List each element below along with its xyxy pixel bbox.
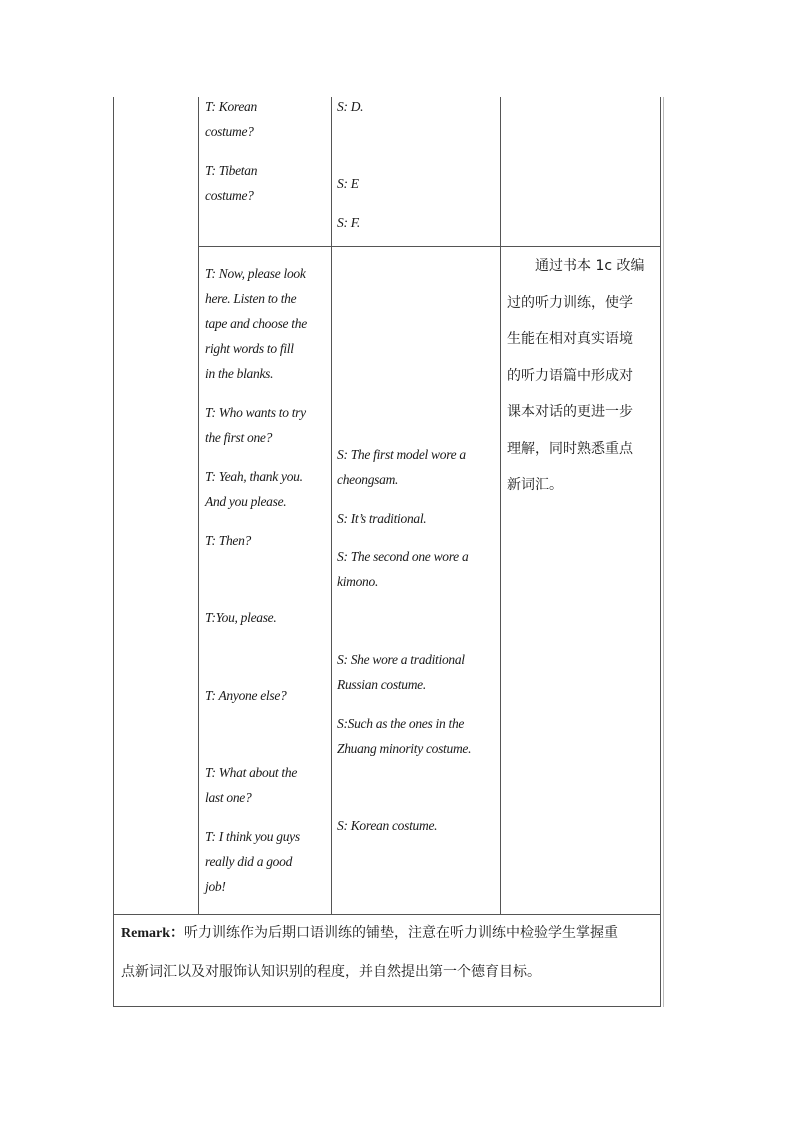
- teacher-line: T: I think you guys really did a good job!: [205, 829, 300, 894]
- column-divider-2: [331, 97, 332, 915]
- table-right-border-shadow: [663, 97, 664, 1007]
- column-divider-3: [500, 97, 501, 915]
- student-line: S: She wore a traditional Russian costume.: [337, 652, 465, 692]
- student-line: S: Korean costume.: [337, 818, 438, 833]
- student-line: S: D.: [337, 99, 364, 114]
- teacher-line: T: What about the last one?: [205, 765, 298, 805]
- teacher-line: T: Now, please look here. Listen to the tape and choose the right words to fill in the blanks.: [205, 266, 307, 381]
- table-right-border: [660, 97, 661, 1007]
- remark-text: 听力训练作为后期口语训练的铺垫，注意在听力训练中检验学生掌握重 点新词汇以及对服饰认知识别的程度，并自然提出第一个德育目标。: [121, 925, 618, 980]
- remark-section: [121, 914, 661, 991]
- teacher-line: T: Korean costume?: [205, 99, 257, 139]
- student-line: S: It’s traditional.: [337, 511, 427, 526]
- column-divider-1: [198, 97, 199, 915]
- table-left-border: [113, 97, 114, 1007]
- student-line: S: The first model wore a cheongsam.: [337, 447, 466, 487]
- design-purpose-text: 通过书本 1c 改编 过的听力训练，使学 生能在相对真实语境 的听力语篇中形成对 课本对话的更进一步 理解，同时熟悉重点 新词汇。: [507, 258, 645, 493]
- student-line: S: E: [337, 176, 359, 191]
- remark-label: Remark：: [121, 926, 184, 941]
- row-divider-1: [198, 246, 661, 247]
- teacher-line: T:You, please.: [205, 610, 277, 625]
- teacher-line: T: Yeah, thank you. And you please.: [205, 469, 303, 509]
- table-bottom-border: [113, 1006, 661, 1007]
- teacher-line: T: Tibetan costume?: [205, 163, 258, 203]
- student-line: S: F.: [337, 215, 361, 230]
- student-line: S:Such as the ones in the Zhuang minority costume.: [337, 716, 472, 756]
- teacher-line: T: Who wants to try the first one?: [205, 405, 306, 445]
- teacher-line: T: Anyone else?: [205, 688, 287, 703]
- teacher-line: T: Then?: [205, 533, 251, 548]
- student-line: S: The second one wore a kimono.: [337, 549, 469, 589]
